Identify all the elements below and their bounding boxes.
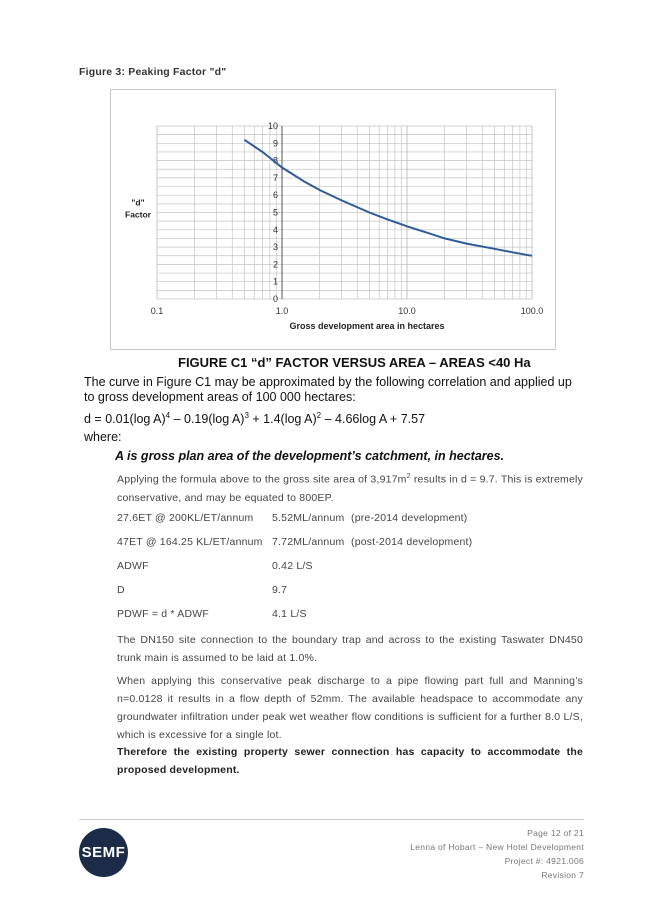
area-definition: A is gross plan area of the development’s catchment, in hectares. [115, 449, 505, 463]
row-note: (pre-2014 development) [351, 512, 468, 524]
y-tick-label: 7 [272, 172, 278, 183]
table-row [117, 584, 288, 596]
figure-title: Figure 3: Peaking Factor "d" [79, 66, 227, 78]
chart-frame [110, 89, 556, 350]
company-logo: SEMF [79, 828, 128, 877]
d-factor-chart [111, 90, 555, 349]
y-tick-label: 1 [272, 276, 278, 287]
table-row [117, 512, 468, 524]
equation-exp-2: 3 [244, 411, 249, 420]
footer-project-name: Lenna of Hobart – New Hotel Development [410, 842, 584, 852]
para1-text-b: results in d = 9.7. This is extremely conservative, and may be equated to 800EP. [117, 473, 583, 504]
row-value: 9.7 [272, 584, 288, 596]
y-tick-label: 8 [272, 155, 278, 166]
row-label: D [117, 584, 125, 596]
row-label: PDWF = d * ADWF [117, 608, 209, 620]
equation [84, 411, 425, 426]
curve-description: The curve in Figure C1 may be approximated by the following correlation and applied up to gross development areas of 100 000 hectares: [84, 375, 572, 404]
equation-part-3: + 1.4(log A) [248, 412, 317, 427]
y-tick-label: 9 [272, 138, 278, 149]
para1-text-a: Applying the formula above to the gross site area of 3,917m [117, 473, 407, 486]
paragraph-conclusion: Therefore the existing property sewer connection has capacity to accommodate the proposed development. [117, 746, 583, 776]
y-tick-label: 2 [272, 259, 278, 270]
row-value: 5.52ML/annum [272, 512, 345, 524]
where-label: where: [84, 430, 122, 444]
y-tick-label: 6 [272, 190, 278, 201]
y-axis-label: Factor [125, 209, 151, 220]
table-row [117, 608, 307, 620]
paragraph-formula-result [117, 468, 583, 507]
equation-part-4: – 4.66log A + 7.57 [321, 412, 426, 427]
y-tick-label: 0 [272, 294, 278, 304]
table-row [117, 560, 313, 572]
equation-part-1: d = 0.01(log A) [84, 412, 166, 427]
footer-page-number: Page 12 of 21 [527, 828, 584, 838]
equation-exp-1: 4 [165, 411, 171, 420]
footer-project-number: Project #: 4921.006 [504, 856, 584, 866]
y-tick-label: 4 [272, 224, 278, 235]
equation-part-2: – 0.19(log A) [170, 412, 245, 427]
footer-revision: Revision 7 [541, 870, 584, 880]
x-tick-label: 10.0 [398, 306, 416, 316]
row-value: 7.72ML/annum [272, 536, 345, 548]
footer-divider [79, 819, 584, 820]
paragraph-discharge: When applying this conservative peak discharge to a pipe flowing part full and Manning’s n=0.0128 it results in a flow depth of 52mm. The available headspace to accommodate any groundwater infiltration under peak wet weather flow conditions is sufficient for a further 8.0 L/S, which is excessive for a single lot. [117, 675, 583, 741]
y-tick-label: 3 [272, 242, 278, 253]
x-tick-label: 1.0 [275, 306, 289, 316]
row-label: 47ET @ 164.25 KL/ET/annum [117, 536, 263, 548]
figure-caption: FIGURE C1 “d” FACTOR VERSUS AREA – AREAS <40 Ha [178, 355, 531, 370]
x-axis-label: Gross development area in hectares [289, 321, 445, 331]
paragraph-connection: The DN150 site connection to the boundary trap and across to the existing Taswater DN450 trunk main is assumed to be laid at 1.0%. [117, 634, 583, 664]
row-label: ADWF [117, 560, 149, 572]
row-note: (post-2014 development) [351, 536, 473, 548]
y-tick-label: 10 [267, 121, 278, 131]
y-axis-label: "d" [131, 197, 145, 208]
x-tick-label: 100.0 [520, 306, 544, 316]
table-row [117, 536, 473, 548]
para1-superscript: 2 [406, 473, 411, 480]
x-tick-label: 0.1 [150, 306, 164, 316]
row-label: 27.6ET @ 200KL/ET/annum [117, 512, 254, 524]
row-value: 4.1 L/S [272, 608, 307, 620]
equation-exp-3: 2 [316, 411, 322, 420]
y-tick-label: 5 [272, 207, 278, 218]
row-value: 0.42 L/S [272, 560, 313, 572]
